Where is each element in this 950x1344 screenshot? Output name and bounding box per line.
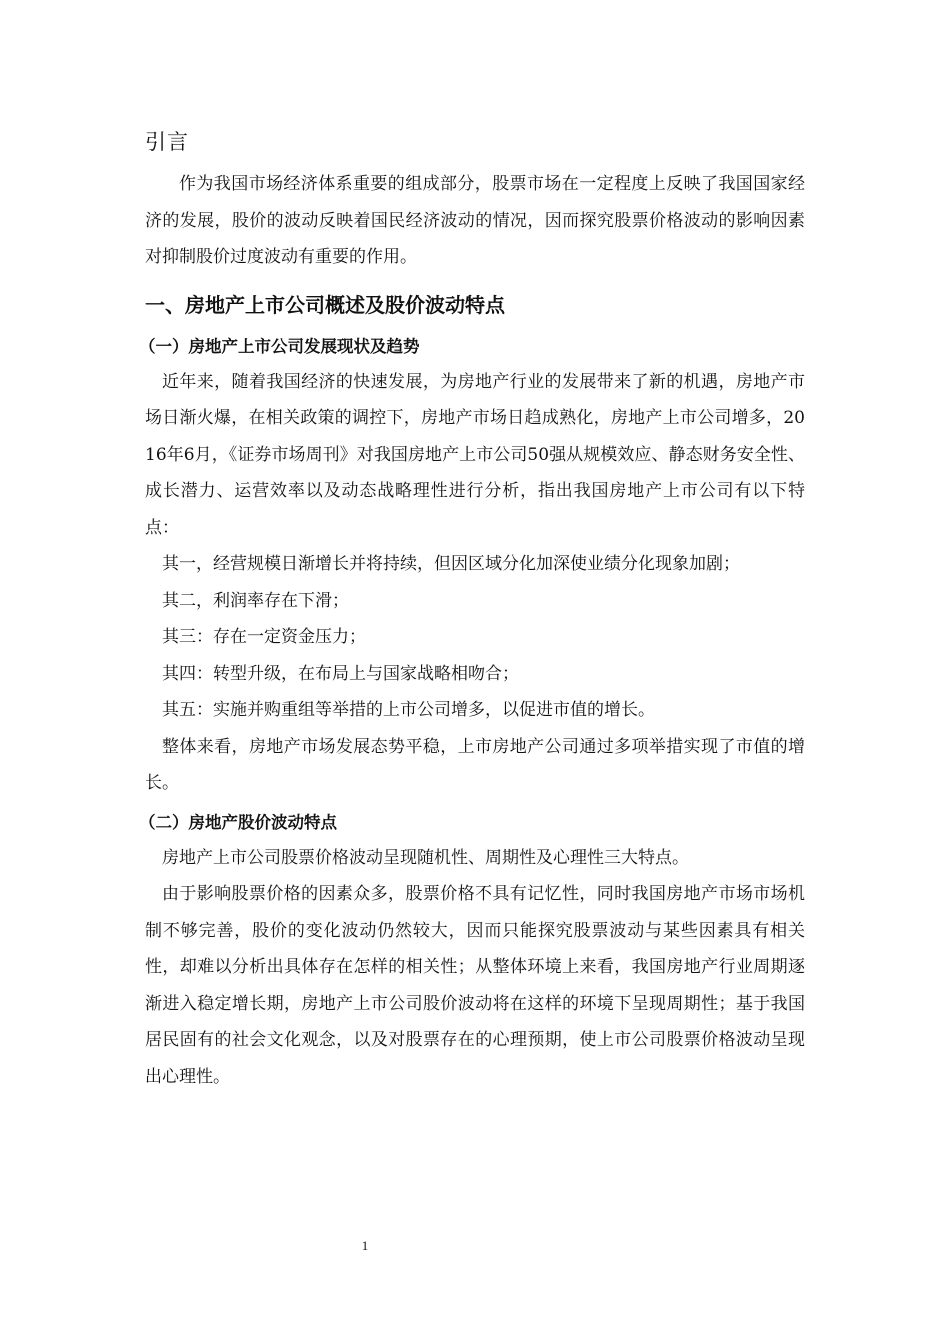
sub2-paragraph-2: 由于影响股票价格的因素众多，股票价格不具有记忆性，同时我国房地产市场市场机制不够完善，股价的变化波动仍然较大，因而只能探究股票波动与某些因素具有相关性，却难以分析出具体存在怎样的相关性；从整体环境上来看，我国房地产行业周期逐渐进入稳定增长期，房地产上市公司股价波动将在这样的环境下呈现周期性；基于我国居民固有的社会文化观念，以及对股票存在的心理预期，使上市公司股票价格波动呈现出心理性。 — [145, 884, 805, 1087]
section1-sub1-heading: （一）房地产上市公司发展现状及趋势 — [139, 336, 420, 356]
page-number: 1 — [361, 1238, 369, 1253]
sub1-paragraph: 近年来，随着我国经济的快速发展，为房地产行业的发展带来了新的机遇，房地产市场日渐火爆，在相关政策的调控下，房地产市场日趋成熟化，房地产上市公司增多，2016年6月，《证券市场周刊》对我国房地产上市公司50强从规模效应、静态财务安全性、成长潜力、运营效率以及动态战略理性进行分析，指出我国房地产上市公司有以下特点： — [145, 371, 805, 538]
page-content — [139, 124, 805, 1095]
sub1-point-4: 其四：转型升级，在布局上与国家战略相吻合； — [162, 663, 519, 684]
intro-heading: 引言 — [145, 130, 189, 154]
section1-sub2-heading: （二）房地产股价波动特点 — [139, 812, 337, 832]
sub1-point-2: 其二，利润率存在下滑； — [162, 590, 349, 611]
sub1-summary: 整体来看，房地产市场发展态势平稳，上市房地产公司通过多项举措实现了市值的增长。 — [145, 736, 805, 793]
section1-heading: 一、房地产上市公司概述及股价波动特点 — [145, 292, 505, 317]
sub1-point-5: 其五：实施并购重组等举措的上市公司增多，以促进市值的增长。 — [162, 700, 655, 720]
sub2-paragraph-1: 房地产上市公司股票价格波动呈现随机性、周期性及心理性三大特点。 — [162, 847, 689, 868]
intro-paragraph: 作为我国市场经济体系重要的组成部分，股票市场在一定程度上反映了我国国家经济的发展，股价的波动反映着国民经济波动的情况，因而探究股票价格波动的影响因素对抑制股价过度波动有重要的作用。 — [145, 174, 805, 267]
sub1-point-1: 其一，经营规模日渐增长并将持续，但因区域分化加深使业绩分化现象加剧； — [162, 554, 740, 574]
sub1-point-3: 其三：存在一定资金压力； — [162, 627, 366, 647]
